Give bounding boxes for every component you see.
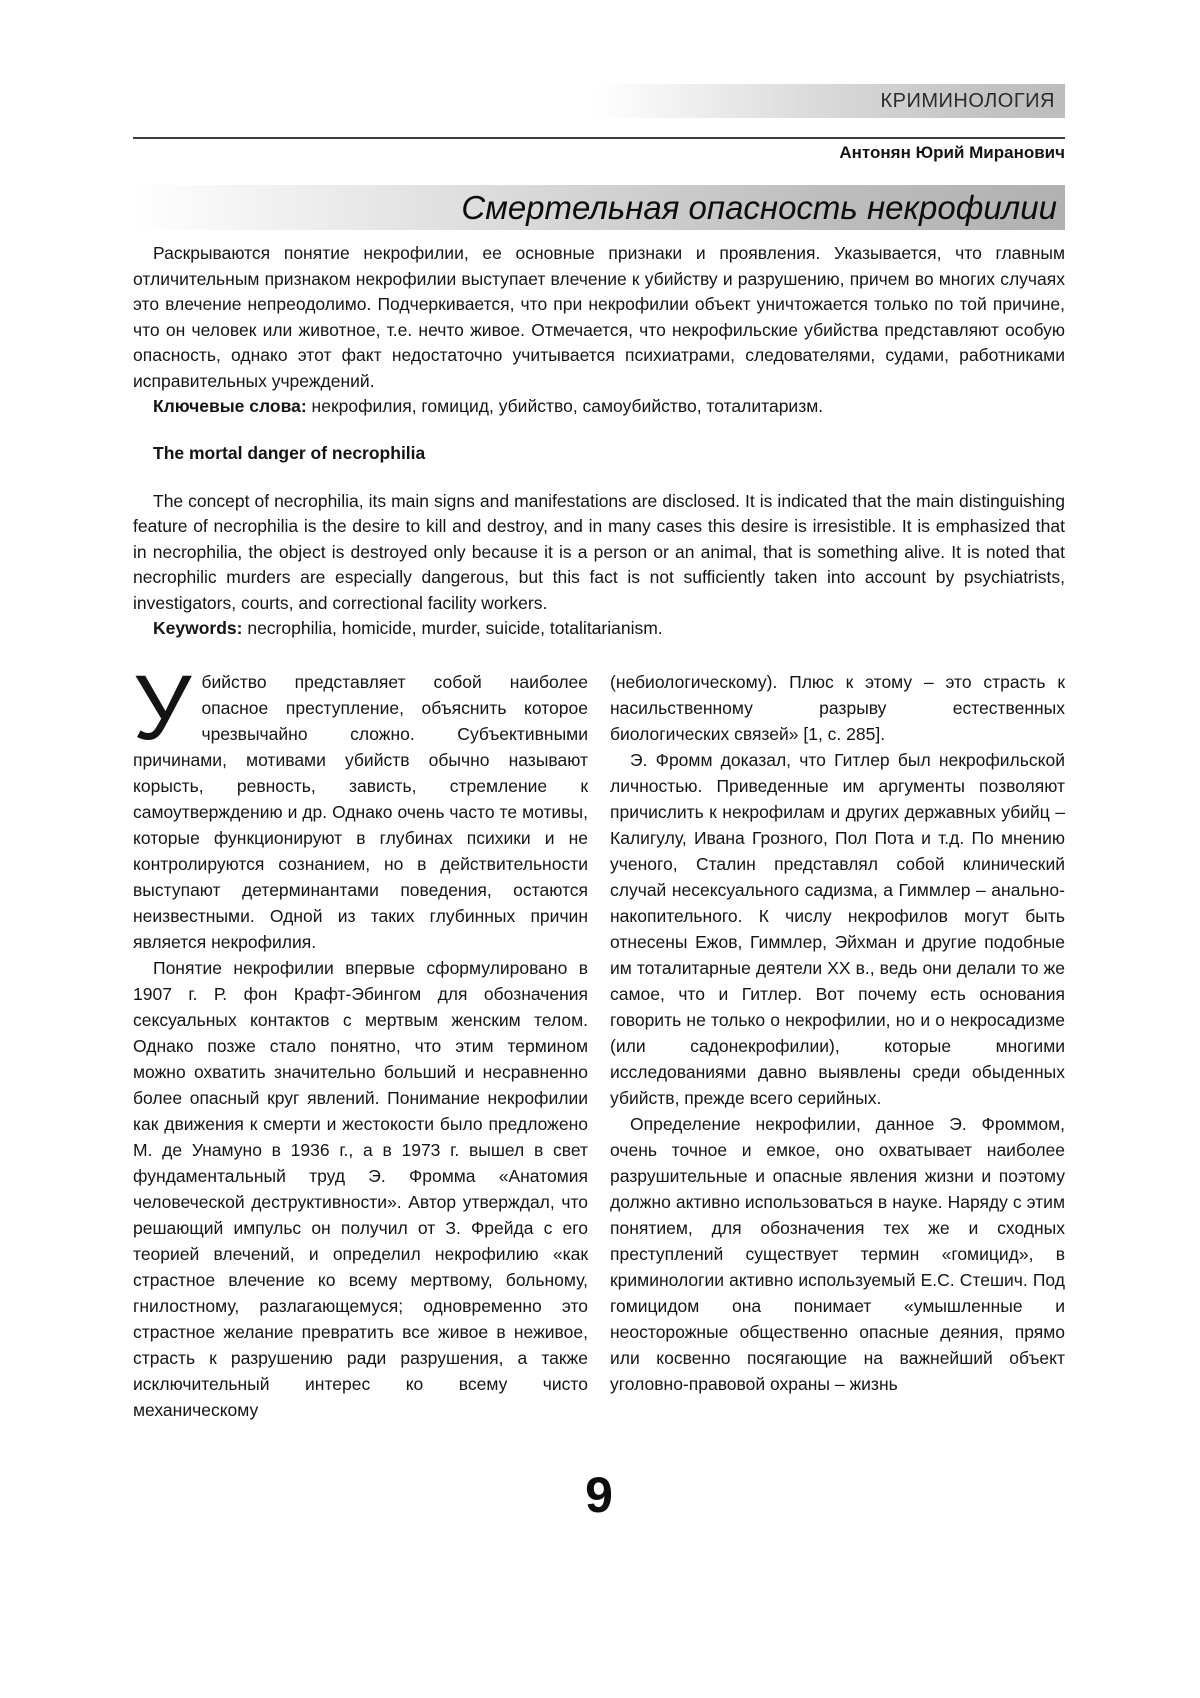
abstract-russian-text: Раскрываются понятие некрофилии, ее основные признаки и проявления. Указывается, что главным отличительным признаком некрофилии выступает влечение к убийству и разрушению, причем во многих случаях это влечение непреодолимо. Подчеркивается, что при некрофилии объект уничтожается только по той причине, что он человек или животное, т.е. нечто живое. Отмечается, что некрофильские убийства представляют особую опасность, однако этот факт недостаточно учитывается психиатрами, следователями, судами, работниками исправительных учреждений. <box>133 243 1065 391</box>
body-paragraph-text: бийство представляет собой наиболее опасное преступление, объяснить которое чрезвычайно сложно. Субъективными причинами, мотивами убийств обычно называют корысть, ревность, зависть, стремление к самоутверждению и др. Однако очень часто те мотивы, которые функционируют в глубинах психики и не контролируются сознанием, но в действительности выступают детерминантами поведения, остаются неизвестными. Одной из таких глубинных причин является некрофилия. <box>133 671 588 952</box>
body-paragraph: Определение некрофилии, данное Э. Фроммом, очень точное и емкое, оно охватывает наиболее разрушительные и опасные явления жизни и поэтому должно активно использоваться в науке. Наряду с этим понятием, для обозначения тех же и сходных преступлений существует термин «гомицид», в криминологии активно используемый Е.С. Стешич. Под гомицидом она понимает «умышленные и неосторожные общественно опасные деяния, прямо или косвенно посягающие на важнейший объект уголовно-правовой охраны – жизнь <box>610 1113 1065 1394</box>
dropcap-letter: У <box>133 656 192 759</box>
keywords-english <box>133 616 1065 642</box>
author-name: Антонян Юрий Миранович <box>839 143 1065 162</box>
body-column-left <box>133 656 588 1423</box>
page-content <box>133 0 1065 1521</box>
abstract-english-text: The concept of necrophilia, its main signs and manifestations are disclosed. It is indicated that the main distinguishing feature of necrophilia is the desire to kill and destroy, and in many cases this desire is irresistible. It is emphasized that in necrophilia, the object is destroyed only because it is a person or an animal, that is something alive. It is noted that necrophilic murders are especially dangerous, but this fact is not sufficiently taken into account by psychiatrists, investigators, courts, and correctional facility workers. <box>133 490 1065 613</box>
article-title-english: The mortal danger of necrophilia <box>153 442 426 463</box>
body-column-right <box>610 669 1065 1423</box>
body-paragraph: Понятие некрофилии впервые сформулировано в 1907 г. Р. фон Крафт-Эбингом для обозначения сексуальных контактов с мертвым женским телом. Однако позже стало понятно, что этим термином можно охватить значительно больший и несравненно более опасный круг явлений. Понимание некрофилии как движения к смерти и жестокости было предложено М. де Унамуно в 1936 г., а в 1973 г. вышел в свет фундаментальный труд Э. Фромма «Анатомия человеческой деструктивности». Автор утверждал, что решающий импульс он получил от З. Фрейда с его теорией влечений, и определил некрофилию «как страстное влечение ко всему мертвому, больному, гнилостному, разлагающемуся; одновременно это страстное желание превратить все живое в неживое, страсть к разрушению ради разрушения, а также исключительный интерес ко всему чисто механическому <box>133 957 588 1420</box>
keywords-english-text: necrophilia, homicide, murder, suicide, totalitarianism. <box>247 618 663 638</box>
page-number: 9 <box>585 1466 613 1523</box>
keywords-english-label: Keywords: <box>153 618 243 638</box>
article-title: Смертельная опасность некрофилии <box>461 189 1057 226</box>
section-label: КРИМИНОЛОГИЯ <box>880 90 1055 112</box>
article-title-bar <box>133 185 1065 230</box>
abstract-english <box>133 489 1065 642</box>
header-divider <box>133 137 1065 139</box>
body-columns <box>133 656 1065 1423</box>
keywords-russian-text: некрофилия, гомицид, убийство, самоубийство, тоталитаризм. <box>311 396 824 416</box>
section-header-bar <box>595 84 1065 118</box>
keywords-russian <box>133 394 1065 420</box>
body-paragraph: (небиологическому). Плюс к этому – это страсть к насильственному разрыву естественных биологических связей» [1, с. 285]. <box>610 671 1065 744</box>
body-paragraph: Э. Фромм доказал, что Гитлер был некрофильской личностью. Приведенные им аргументы позволяют причислить к некрофилам и других державных убийц – Калигулу, Ивана Грозного, Пол Пота и т.д. По мнению ученого, Сталин представлял собой клинический случай несексуального садизма, а Гиммлер – анально-накопительного. К числу некрофилов могут быть отнесены Ежов, Гиммлер, Эйхман и другие подобные им тоталитарные деятели XX в., ведь они делали то же самое, что и Гитлер. Вот почему есть основания говорить не только о некрофилии, но и о некросадизме (или садонекрофилии), которые многими исследованиями давно выявлены среди обыденных убийств, прежде всего серийных. <box>610 749 1065 1108</box>
abstract-russian <box>133 241 1065 420</box>
body-paragraph <box>133 656 588 955</box>
keywords-russian-label: Ключевые слова: <box>153 396 307 416</box>
